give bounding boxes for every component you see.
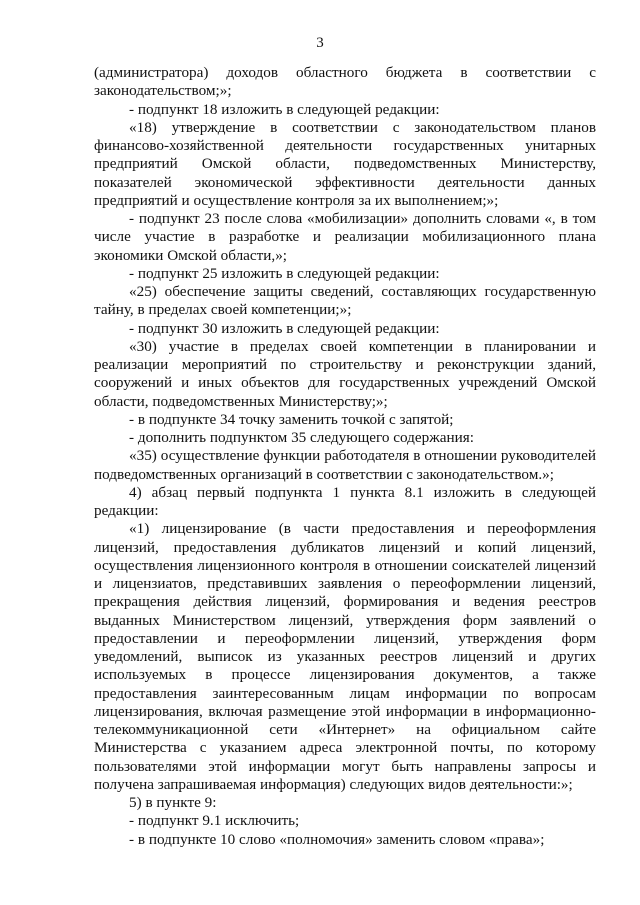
paragraph-5: - подпункт 25 изложить в следующей редакции: (129, 264, 440, 282)
paragraph-6: «25) обеспечение защиты сведений, составляющих государственную тайну, в пределах своей компетенции;»; (94, 283, 596, 319)
paragraph-14: 5) в пункте 9: (129, 794, 217, 811)
paragraph-13: «1) лицензирование (в части предоставления и переоформления лицензий, предоставления дубликатов лицензий и копий лицензий, осуществления лицензионного контроля в отношении соискателей лицензий и лицензиатов, представивших заявления о переоформлении лицензий, прекращения действия лицензий, формирования и ведения реестров выданных Министерством лицензий, утверждения форм заявлений о предоставлении и переоформлении лицензий, утверждения форм уведомлений, выписок из указанных реестров лицензий и других используемых в процессе лицензирования документов, а также предоставления заинтересованным лицам информации по вопросам лицензирования, включая размещение этой информации в информационно-телекоммуникационной сети «Интернет» на официальном сайте Министерства с указанием адреса электронной почты, по которому пользователями этой информации могут быть направлены запросы и получена запрашиваемая информация) следующих видов деятельности:»; (94, 520, 596, 793)
paragraph-3: «18) утверждение в соответствии с законодательством планов финансово-хозяйственной деятельности государственных унитарных предприятий Омской области, подведомственных Министерству, показателей экономической эффективности деятельности данных предприятий и осуществление контроля за их выполнением;»; (94, 118, 596, 209)
paragraph-1: (администратора) доходов областного бюджета в соответствии с законодательством;»; (94, 64, 596, 100)
paragraph-11: «35) осуществление функции работодателя в отношении руководителей подведомственных организаций в соответствии с законодательством.»; (94, 447, 596, 483)
paragraph-9: - в подпункте 34 точку заменить точкой с запятой; (129, 410, 454, 428)
paragraph-12: 4) абзац первый подпункта 1 пункта 8.1 изложить в следующей редакции: (94, 483, 596, 519)
page-number: 3 (316, 35, 324, 51)
paragraph-10: - дополнить подпунктом 35 следующего содержания: (129, 429, 474, 446)
paragraph-2: - подпункт 18 изложить в следующей редакции: (129, 100, 440, 118)
document-body (94, 64, 596, 849)
paragraph-7: - подпункт 30 изложить в следующей редакции: (129, 319, 440, 337)
paragraph-15: - подпункт 9.1 исключить; (129, 812, 300, 830)
paragraph-16: - в подпункте 10 слово «полномочия» заменить словом «права»; (129, 830, 545, 848)
paragraph-8: «30) участие в пределах своей компетенции в планировании и реализации мероприятий по строительству и реконструкции зданий, сооружений и иных объектов для государственных учреждений Омской области, подведомственных Министерству;»; (94, 337, 596, 410)
paragraph-4: - подпункт 23 после слова «мобилизации» дополнить словами «, в том числе участие в разработке и реализации мобилизационного плана экономики Омской области,»; (94, 210, 596, 264)
